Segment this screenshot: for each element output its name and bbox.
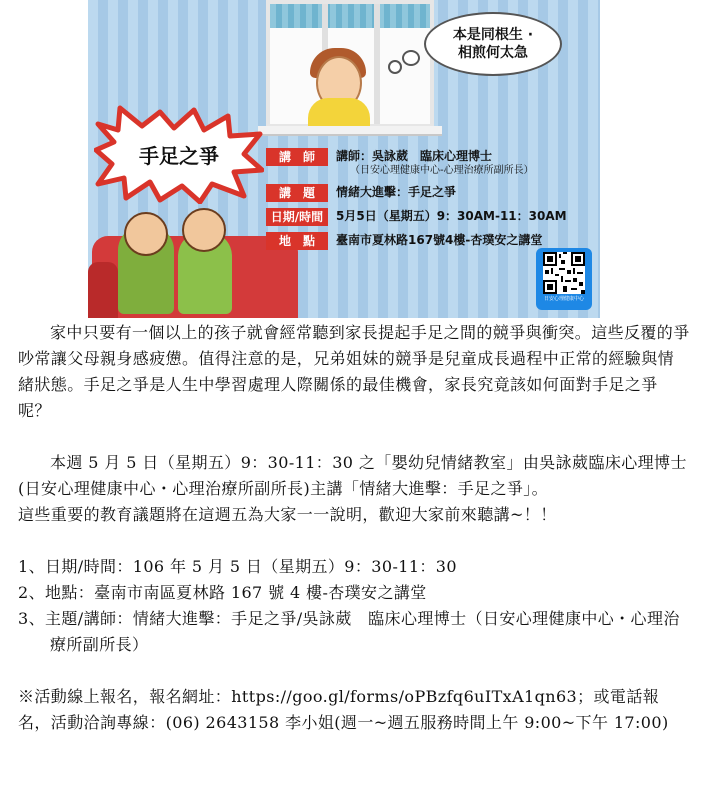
- signup-paragraph: ※活動線上報名，報名網址：https://goo.gl/forms/oPBzfq6uITxA1qn63；或電話報名，活動洽詢專線：(06) 2643158 李小姐(週一~週五服務時間上午 9:00~下午 17:00): [18, 687, 669, 732]
- detail-list-item: 2、地點：臺南市南區夏林路 167 號 4 樓-杏璞安之講堂: [18, 583, 427, 602]
- info-row-topic: [266, 184, 596, 202]
- info-label: 講 題: [266, 184, 328, 202]
- info-value: 講師：吳詠葳 臨床心理博士: [336, 149, 493, 163]
- intro-paragraph: 家中只要有一個以上的孩子就會經常聽到家長提起手足之間的競爭與衝突。這些反覆的爭吵常讓父母親身感疲憊。值得注意的是，兄弟姐妹的競爭是兒童成長過程中正常的經驗與情緒狀態。手足之爭是人生中學習處理人際關係的最佳機會，家長究竟該如何面對手足之爭呢？: [18, 323, 690, 420]
- announcement-paragraph: 本週 5 月 5 日（星期五）9：30-11：30 之「嬰幼兒情緒教室」由吳詠葳臨床心理博士(日安心理健康中心・心理治療所副所長)主講「情緒大進擊：手足之爭」。: [18, 453, 687, 498]
- qr-code-icon[interactable]: [543, 252, 585, 294]
- info-value: 情緒大進擊：手足之爭: [336, 185, 457, 199]
- event-info-panel: [266, 148, 596, 256]
- info-label: 地 點: [266, 232, 328, 250]
- info-label: 講 師: [266, 148, 328, 166]
- info-value: 臺南市夏林路167號4樓-杏璞安之講堂: [336, 233, 543, 247]
- speech-line-2: 相煎何太急: [458, 45, 528, 61]
- info-row-datetime: [266, 208, 596, 226]
- speech-line-1: 本是同根生 ·: [452, 27, 534, 43]
- info-value: 5月5日（星期五）9：30AM-11：30AM: [336, 209, 567, 223]
- qr-caption: 日安心理健康中心: [543, 296, 584, 302]
- detail-list-item: 1、日期/時間：106 年 5 月 5 日（星期五）9：30-11：30: [18, 557, 457, 576]
- invitation-paragraph: 這些重要的教育議題將在這週五為大家一一說明，歡迎大家前來聽講~！！: [18, 505, 557, 524]
- info-row-speaker: [266, 148, 596, 178]
- article-body: [18, 320, 690, 736]
- event-banner: [88, 0, 600, 318]
- detail-list-item: 3、主題/講師：情緒大進擊：手足之爭/吳詠葳 臨床心理博士（日安心理健康中心・心理治療所副所長）: [18, 609, 680, 654]
- info-subvalue: （日安心理健康中心-心理治療所副所長）: [350, 165, 534, 176]
- info-label: 日期/時間: [266, 208, 328, 226]
- banner-title: 手足之爭: [139, 143, 219, 168]
- speech-bubble: [424, 12, 562, 76]
